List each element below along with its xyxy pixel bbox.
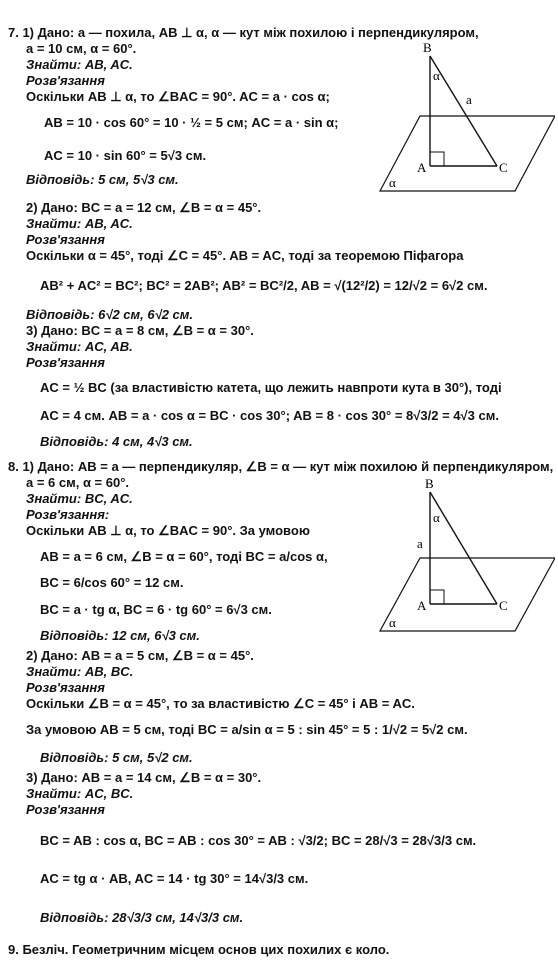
text-line: Знайти: AC, BC. [26,786,134,801]
text-line: Відповідь: 4 см, 4√3 см. [40,434,193,449]
label-C-2: C [499,598,508,613]
text-line: Відповідь: 5 см, 5√3 см. [26,172,179,187]
text-line: AB = 10 · cos 60° = 10 · ½ = 5 см; AC = a · sin α; [44,115,339,130]
text-line: Відповідь: 28√3/3 см, 14√3/3 см. [40,910,244,925]
text-line: Розв'язання [26,73,105,88]
text-line: a = 10 см, α = 60°. [26,41,137,56]
text-line: BC = 6/cos 60° = 12 см. [40,575,184,590]
label-angle-1: α [433,68,440,83]
text-line: Знайти: AB, AC. [26,57,133,72]
hypotenuse-bc-2 [430,492,497,604]
text-line: BC = AB : cos α, BC = AB : cos 30° = AB : √3/2; BC = 28/√3 = 28√3/3 см. [40,833,477,848]
text-line: Розв'язання [26,802,105,817]
label-plane-2: α [389,615,396,630]
text-line: Знайти: AB, AC. [26,216,133,231]
text-line: Знайти: AC, AB. [26,339,133,354]
text-line: AC = 4 см. AB = a · cos α = BC · cos 30°; AB = 8 · cos 30° = 8√3/2 = 4√3 см. [40,408,499,423]
plane-1 [380,116,555,191]
text-line: 3) Дано: BC = a = 8 см, ∠B = α = 30°. [26,323,254,338]
text-line: 2) Дано: AB = a = 5 см, ∠B = α = 45°. [26,648,254,663]
label-plane-1: α [389,175,396,190]
hypotenuse-bc-1 [430,56,497,166]
right-angle-mark-1 [430,152,444,166]
text-line: AC = 10 · sin 60° = 5√3 см. [44,148,207,163]
plane-2 [380,558,555,631]
right-angle-mark-2 [430,590,444,604]
text-line: Оскільки α = 45°, тоді ∠C = 45°. AB = AC, тоді за теоремою Піфагора [26,248,464,263]
text-line: 7. 1) Дано: a — похила, AB ⊥ α, α — кут між похилою і перпендикуляром, [8,25,479,40]
text-line: За умовою AB = 5 см, тоді BC = a/sin α = 5 : sin 45° = 5 : 1/√2 = 5√2 см. [26,722,468,737]
text-line: BC = a · tg α, BC = 6 · tg 60° = 6√3 см. [40,602,272,617]
label-B-2: B [425,476,434,491]
text-line: Відповідь: 5 см, 5√2 см. [40,750,193,765]
text-line: Оскільки AB ⊥ α, то ∠BAC = 90°. AC = a · cos α; [26,89,330,104]
text-line: Відповідь: 12 см, 6√3 см. [40,628,200,643]
text-line: Оскільки ∠B = α = 45°, то за властивістю ∠C = 45° і AB = AC. [26,696,415,711]
label-C-1: C [499,160,508,175]
text-line: Розв'язання: [26,507,110,522]
text-line: AB = a = 6 см, ∠B = α = 60°, тоді BC = a/cos α, [40,549,328,564]
figure-problem-8 [375,476,555,636]
text-line: Відповідь: 6√2 см, 6√2 см. [26,307,194,322]
text-line: AC = tg α · AB, AC = 14 · tg 30° = 14√3/3 см. [40,871,309,886]
label-A-2: A [417,598,427,613]
text-line: AC = ½ BC (за властивістю катета, що лежить навпроти кута в 30°), тоді [40,380,502,395]
text-line: Знайти: BC, AC. [26,491,133,506]
figure-problem-7 [375,36,555,196]
label-A-1: A [417,160,427,175]
text-line: Розв'язання [26,355,105,370]
text-line: Знайти: AB, BC. [26,664,134,679]
text-line: Розв'язання [26,232,105,247]
label-hyp-1: a [466,92,472,107]
text-line: 8. 1) Дано: AB = a — перпендикуляр, ∠B = α — кут між похилою й перпендикуляром, [8,459,554,474]
text-line: a = 6 см, α = 60°. [26,475,130,490]
label-leg-2: a [417,536,423,551]
label-B-1: B [423,40,432,55]
text-line: Оскільки AB ⊥ α, то ∠BAC = 90°. За умовою [26,523,310,538]
text-line: AB² + AC² = BC²; BC² = 2AB²; AB² = BC²/2, AB = √(12²/2) = 12/√2 = 6√2 см. [40,278,488,293]
label-angle-2: α [433,510,440,525]
text-line: 3) Дано: AB = a = 14 см, ∠B = α = 30°. [26,770,262,785]
text-line: Розв'язання [26,680,105,695]
text-line: 9. Безліч. Геометричним місцем основ цих похилих є коло. [8,942,390,957]
text-line: 2) Дано: BC = a = 12 см, ∠B = α = 45°. [26,200,262,215]
